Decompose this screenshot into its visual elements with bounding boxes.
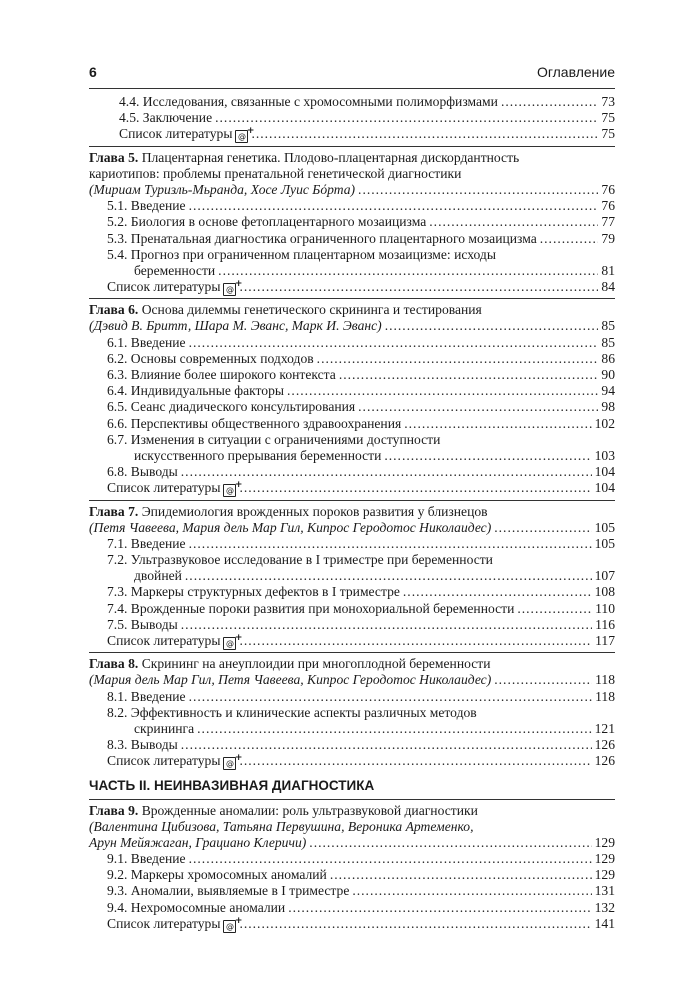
toc-entry[interactable]: Список литературы @ + ..... 75 [89, 126, 615, 142]
header-rule [89, 88, 615, 89]
toc-entry[interactable]: 6.6. Перспективы общественного здравоохранения ..... 102 [89, 416, 615, 432]
toc-entry-cont[interactable]: скрининга ..... 121 [89, 721, 615, 737]
chapter-title[interactable]: Глава 6. Основа дилеммы генетического скрининга и тестирования [89, 302, 482, 318]
online-resource-icon: @ + [223, 920, 236, 933]
chapter-authors: (Дэвид В. Бритт, Шара М. Эванс, Марк И. Эванс) ..... 85 [89, 318, 615, 334]
table-of-contents [89, 94, 615, 932]
toc-entry[interactable]: 7.3. Маркеры структурных дефектов в I триместре ..... 108 [89, 584, 615, 600]
toc-entry[interactable]: 6.1. Введение ..... 85 [89, 335, 615, 351]
toc-entry[interactable]: 8.1. Введение ..... 118 [89, 689, 615, 705]
toc-entry[interactable]: 9.3. Аномалии, выявляемые в I триместре ..... 131 [89, 883, 615, 899]
chapter-title[interactable]: Глава 7. Эпидемиология врожденных пороков развития у близнецов [89, 503, 488, 519]
chapter-authors: (Мириам Туризль-Мьранда, Хосе Луис Бόрта) ..... 76 [89, 182, 615, 198]
toc-entry[interactable]: 4.4. Исследования, связанные с хромосомными полиморфизмами ..... 73 [89, 94, 615, 110]
toc-entry[interactable]: 9.2. Маркеры хромосомных аномалий ..... 129 [89, 867, 615, 883]
toc-entry[interactable]: 9.4. Нехромосомные аномалии ..... 132 [89, 900, 615, 916]
chapter-authors-cont: Арун Мейяжаган, Грациано Клеричи) ..... 129 [89, 835, 615, 851]
toc-entry-references[interactable]: Список литературы @ + ..... 104 [89, 480, 615, 496]
chapter-9 [89, 799, 615, 933]
toc-entry-references[interactable]: Список литературы @ + ..... 117 [89, 633, 615, 649]
toc-entry[interactable]: 6.2. Основы современных подходов ..... 86 [89, 351, 615, 367]
toc-entry[interactable]: 7.4. Врожденные пороки развития при монохориальной беременности ..... 110 [89, 601, 615, 617]
chapter-title-cont: кариотипов: проблемы пренатальной генетической диагностики [89, 165, 462, 181]
toc-entry[interactable]: 5.2. Биология в основе фетоплацентарного мозаицизма ..... 77 [89, 214, 615, 230]
toc-entry-cont[interactable]: искусственного прерывания беременности ..... 103 [89, 448, 615, 464]
toc-entry[interactable]: 8.3. Выводы ..... 126 [89, 737, 615, 753]
toc-entry[interactable]: 6.5. Сеанс диадического консультирования ..... 98 [89, 399, 615, 415]
chapter-title[interactable]: Глава 8. Скрининг на анеуплоидии при многоплодной беременности [89, 656, 491, 672]
toc-entry-cont[interactable]: двойней ..... 107 [89, 568, 615, 584]
chapter-6 [89, 298, 615, 496]
toc-entry[interactable]: 6.4. Индивидуальные факторы ..... 94 [89, 383, 615, 399]
chapter-title[interactable]: Глава 5. Плацентарная генетика. Плодово-плацентарная дискордантность [89, 149, 520, 165]
chapter-5 [89, 146, 615, 296]
online-resource-icon: @ + [235, 130, 248, 143]
chapter-authors: (Петя Чавеева, Мария дель Мар Гил, Кипрос Геродотос Николаидес) ..... 105 [89, 520, 615, 536]
toc-entry-references[interactable]: Список литературы @ + ..... 84 [89, 279, 615, 295]
toc-entry[interactable]: 5.1. Введение ..... 76 [89, 198, 615, 214]
running-title: Оглавление [536, 64, 615, 80]
toc-entry[interactable]: 9.1. Введение ..... 129 [89, 851, 615, 867]
chapter-authors: (Валентина Цибизова, Татьяна Первушина, Вероника Артеменко, [89, 818, 474, 834]
toc-entry[interactable]: 6.7. Изменения в ситуации с ограничениями доступности [107, 431, 441, 447]
toc-entry[interactable]: 8.2. Эффективность и клинические аспекты различных методов [107, 704, 477, 720]
toc-entry[interactable]: 5.3. Пренатальная диагностика ограниченного плацентарного мозаицизма ..... 79 [89, 231, 615, 247]
online-resource-icon: @ + [223, 757, 236, 770]
toc-entry-references[interactable]: Список литературы @ + ..... 126 [89, 753, 615, 769]
page-header [89, 64, 615, 84]
toc-entry-references[interactable]: Список литературы @ + ..... 141 [89, 916, 615, 932]
online-resource-icon: @ + [223, 484, 236, 497]
chapter-7 [89, 500, 615, 650]
toc-entry[interactable]: 6.8. Выводы ..... 104 [89, 464, 615, 480]
toc-entry[interactable]: 7.5. Выводы ..... 116 [89, 617, 615, 633]
toc-entry[interactable]: 4.5. Заключение ..... 75 [89, 110, 615, 126]
chapter-authors: (Мария дель Мар Гил, Петя Чавеева, Кипрос Геродотос Николаидес) ..... 118 [89, 672, 615, 688]
toc-entry-cont[interactable]: беременности ..... 81 [89, 263, 615, 279]
chapter-title[interactable]: Глава 9. Врожденные аномалии: роль ультразвуковой диагностики [89, 802, 478, 818]
page-number: 6 [89, 64, 97, 80]
chapter-4-tail [89, 94, 615, 143]
toc-entry[interactable]: 5.4. Прогноз при ограниченном плацентарном мозаицизме: исходы [107, 246, 496, 262]
online-resource-icon: @ + [223, 283, 236, 296]
toc-entry[interactable]: 7.1. Введение ..... 105 [89, 536, 615, 552]
part-heading[interactable]: ЧАСТЬ II. НЕИНВАЗИВНАЯ ДИАГНОСТИКА [89, 777, 375, 793]
toc-entry[interactable]: 6.3. Влияние более широкого контекста ..... 90 [89, 367, 615, 383]
toc-entry[interactable]: 7.2. Ультразвуковое исследование в I триместре при беременности [107, 552, 493, 568]
chapter-8 [89, 652, 615, 769]
online-resource-icon: @ + [223, 637, 236, 650]
